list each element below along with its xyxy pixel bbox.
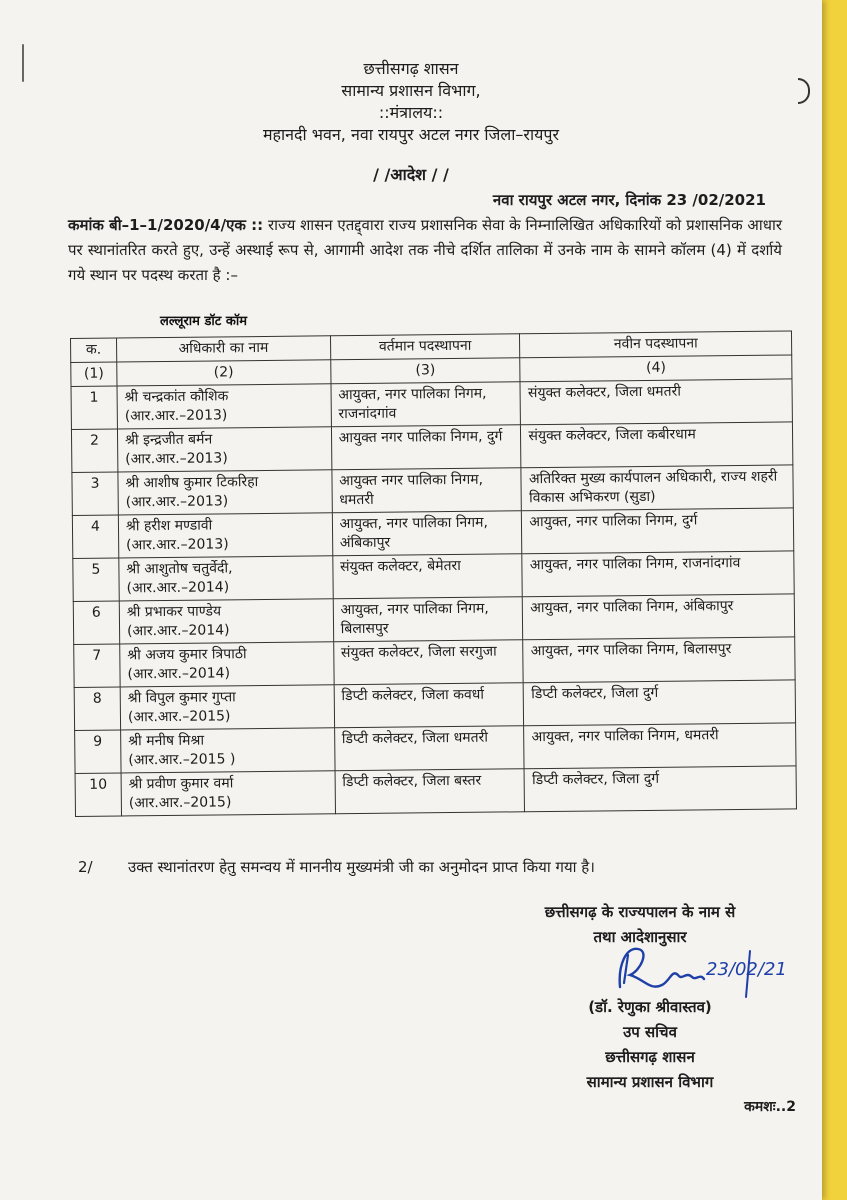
header-line-department: सामान्य प्रशासन विभाग, <box>341 81 481 100</box>
officer-cell <box>118 470 332 515</box>
transfer-table <box>70 330 797 817</box>
order-number: कमांक बी–1–1/2020/4/एक :: <box>68 216 264 234</box>
page-continuation: कमशः..2 <box>744 1099 796 1115</box>
header-line-government: छत्तीसगढ़ शासन <box>363 59 459 78</box>
current-posting-cell: आयुक्त, नगर पालिका निगम, बिलासपुर <box>333 597 523 642</box>
officer-department: सामान्य प्रशासन विभाग <box>586 1073 714 1091</box>
new-posting-cell: आयुक्त, नगर पालिका निगम, बिलासपुर <box>523 637 795 683</box>
col-number: (1) <box>71 362 117 386</box>
table-row <box>74 637 795 688</box>
officer-cell <box>121 728 335 773</box>
officer-name: श्री विपुल कुमार गुप्ता <box>127 689 236 707</box>
officer-cell <box>118 513 332 558</box>
col-number: (4) <box>520 355 792 382</box>
header-current-posting: वर्तमान पदस्थापना <box>330 334 520 360</box>
officer-batch: (आर.आर.–2014) <box>126 622 230 640</box>
current-posting-cell: आयुक्त नगर पालिका निगम, दुर्ग <box>331 425 521 470</box>
officer-name: (डॉ. रेणुका श्रीवास्तव) <box>588 998 712 1016</box>
header-serial: क. <box>71 338 117 362</box>
approval-note <box>78 856 798 878</box>
serial-cell: 9 <box>75 730 121 773</box>
officer-batch: (आर.आर.–2013) <box>126 536 229 554</box>
approval-note-number: 2/ <box>78 858 93 876</box>
order-paragraph <box>68 213 782 288</box>
header-line-ministry: ::मंत्रालय:: <box>378 103 444 122</box>
officer-batch: (आर.आर.–2014) <box>126 579 230 597</box>
table-row <box>72 465 793 516</box>
officer-name: श्री आशीष कुमार टिकरिहा <box>125 474 259 492</box>
new-posting-cell: आयुक्त, नगर पालिका निगम, राजनांदगांव <box>522 551 794 597</box>
officer-name: श्री आशुतोष चतुर्वेदी, <box>126 560 233 578</box>
officer-batch: (आर.आर.–2013) <box>125 450 228 468</box>
officer-designation: उप सचिव <box>623 1023 677 1041</box>
table-row <box>73 594 794 645</box>
officer-name: श्री अजय कुमार त्रिपाठी <box>127 646 247 664</box>
table-row <box>75 766 796 817</box>
officer-batch: (आर.आर.–2013) <box>125 493 229 511</box>
serial-cell: 1 <box>71 386 117 429</box>
current-posting-cell: डिप्टी कलेक्टर, जिला कवर्धा <box>334 683 524 728</box>
current-posting-cell: डिप्टी कलेक्टर, जिला बस्तर <box>335 769 525 814</box>
officer-batch: (आर.आर.–2013) <box>124 407 228 425</box>
current-posting-cell: आयुक्त, नगर पालिका निगम, राजनांदगांव <box>331 382 521 427</box>
table-row <box>75 723 796 774</box>
officer-cell <box>121 771 335 816</box>
serial-cell: 4 <box>72 515 118 558</box>
officer-cell <box>120 642 334 687</box>
new-posting-cell: आयुक्त, नगर पालिका निगम, अंबिकापुर <box>523 594 795 640</box>
header-new-posting: नवीन पदस्थापना <box>520 331 792 358</box>
officer-cell <box>119 599 333 644</box>
signature-date: 23/02/21 <box>706 959 787 980</box>
authority-line: छत्तीसगढ़ के राज्यपालन के नाम से <box>544 903 736 921</box>
date-line: नवा रायपुर अटल नगर, दिनांक 23 /02/2021 <box>492 191 766 209</box>
authority-line: तथा आदेशानुसार <box>593 928 687 946</box>
officer-name: श्री इन्द्रजीत बर्मन <box>124 431 213 449</box>
serial-cell: 10 <box>75 773 121 816</box>
officer-block <box>540 995 760 1095</box>
serial-cell: 7 <box>74 644 120 687</box>
serial-cell: 3 <box>72 472 118 515</box>
officer-name: श्री चन्द्रकांत कौशिक <box>124 388 229 406</box>
table-row <box>74 680 795 731</box>
officer-name: श्री प्रभाकर पाण्डेय <box>126 603 222 621</box>
header-line-address: महानदी भवन, नवा रायपुर अटल नगर जिला–रायपुर <box>262 125 560 144</box>
table-row <box>73 551 794 602</box>
officer-cell <box>120 685 334 730</box>
officer-name: श्री हरीश मण्डावी <box>125 517 213 535</box>
new-posting-cell: डिप्टी कलेक्टर, जिला दुर्ग <box>524 680 796 726</box>
header-officer-name: अधिकारी का नाम <box>116 336 330 362</box>
new-posting-cell: संयुक्त कलेक्टर, जिला धमतरी <box>520 379 792 425</box>
officer-name: श्री मनीष मिश्रा <box>128 732 205 750</box>
col-number: (2) <box>117 360 331 386</box>
current-posting-cell: आयुक्त नगर पालिका निगम, धमतरी <box>332 468 522 513</box>
current-posting-cell: संयुक्त कलेक्टर, जिला सरगुजा <box>333 640 523 685</box>
new-posting-cell: डिप्टी कलेक्टर, जिला दुर्ग <box>524 766 796 812</box>
officer-batch: (आर.आर.–2015) <box>127 708 231 726</box>
officer-name: श्री प्रवीण कुमार वर्मा <box>128 775 234 793</box>
new-posting-cell: अतिरिक्त मुख्य कार्यपालन अधिकारी, राज्य शहरी विकास अभिकरण (सुडा) <box>521 465 793 511</box>
new-posting-cell: आयुक्त, नगर पालिका निगम, धमतरी <box>524 723 796 769</box>
officer-batch: (आर.आर.–2015) <box>128 794 232 812</box>
officer-cell <box>119 556 333 601</box>
watermark-text: लल्लूराम डॉट कॉम <box>160 314 247 329</box>
letterhead <box>0 58 822 146</box>
officer-org: छत्तीसगढ़ शासन <box>605 1048 695 1066</box>
order-title: / /आदेश / / <box>373 165 449 184</box>
col-number: (3) <box>330 358 520 384</box>
officer-batch: (आर.आर.–2015 ) <box>128 751 236 769</box>
officer-cell <box>117 384 331 429</box>
officer-cell <box>117 427 331 472</box>
serial-cell: 2 <box>71 429 117 472</box>
serial-cell: 8 <box>74 687 120 730</box>
current-posting-cell: डिप्टी कलेक्टर, जिला धमतरी <box>334 726 524 771</box>
new-posting-cell: संयुक्त कलेक्टर, जिला कबीरधाम <box>521 422 793 468</box>
table-row <box>71 379 792 430</box>
serial-cell: 5 <box>73 558 119 601</box>
approval-note-text: उक्त स्थानांतरण हेतु समन्वय में माननीय मुख्यमंत्री जी का अनुमोदन प्राप्त किया गया है। <box>128 858 595 876</box>
serial-cell: 6 <box>73 601 119 644</box>
officer-batch: (आर.आर.–2014) <box>127 665 231 683</box>
current-posting-cell: संयुक्त कलेक्टर, बेमेतरा <box>332 554 522 599</box>
table-row <box>72 508 793 559</box>
new-posting-cell: आयुक्त, नगर पालिका निगम, दुर्ग <box>522 508 794 554</box>
order-text: राज्य शासन एतद्द्वारा राज्य प्रशासनिक सेवा के निम्नालिखित अधिकारियों को प्रशासनिक आधार पर स्थानांतरित करते हुए, उन्हें अस्थाई रूप से, आगामी आदेश तक नीचे दर्शित तालिका में उनके नाम के सामने कॉलम (4) में दर्शाये गये स्थान पर पदस्थ करता है :– <box>68 216 782 284</box>
current-posting-cell: आयुक्त, नगर पालिका निगम, अंबिकापुर <box>332 511 522 556</box>
table-row <box>71 422 792 473</box>
